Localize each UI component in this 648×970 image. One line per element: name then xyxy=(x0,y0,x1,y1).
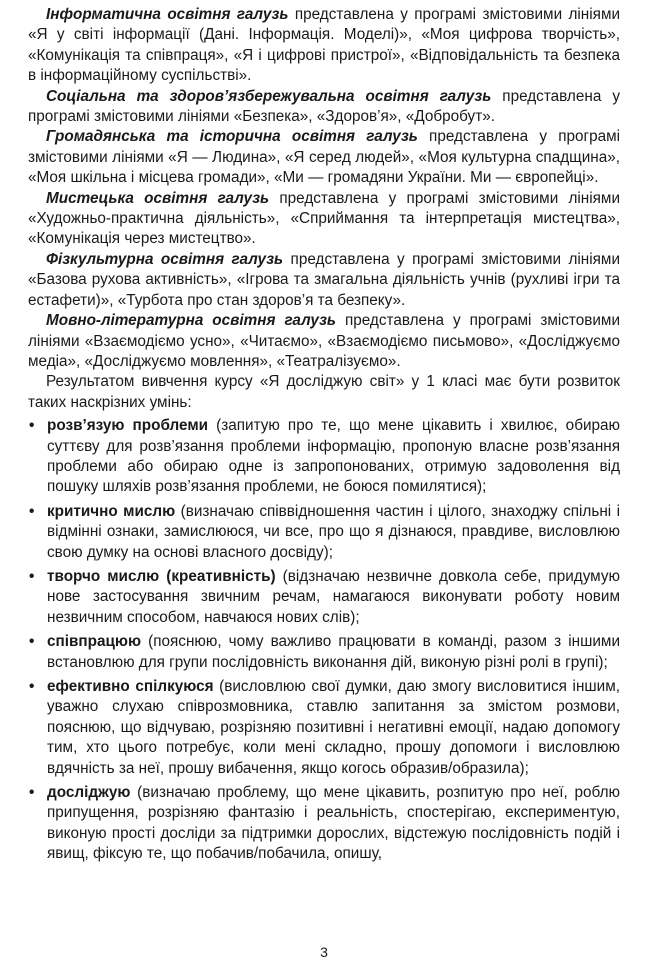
list-item xyxy=(28,502,620,563)
area-paragraph-arts xyxy=(28,189,620,250)
skill-text: (відзначаю незвичне довкола себе, придумую нове застосування звичним речам, намагаюся виконувати роботу новим незвичним способом, навчаюся нових слів); xyxy=(47,567,620,626)
bullet-icon: • xyxy=(29,678,35,695)
list-item xyxy=(28,783,620,865)
page-number: 3 xyxy=(320,944,328,960)
skill-text: (висловлюю свої думки, даю змогу висловитися іншим, уважно слухаю співрозмовника, ставлю запитання за змістом розмови, пояснюю, що відчуваю, розрізняю позитивні і негативні емоції, надаю допомогу тим, хто цього потребує, коли мені складно, прошу допомоги і висловлюю вдячність за неї, прошу вибачення, якщо когось образив/образила); xyxy=(47,678,620,777)
skill-term: розв’язую проблеми xyxy=(47,417,209,435)
skill-text: (запитую про те, що мене цікавить і хвилює, обираю суттєву для розв’язання проблеми інформацію, пропоную власне розв’язання проблеми або обираю одне із запропонованих, отримую задоволення від пошуку шляхів розв’язання проблеми, не боюся помилятися); xyxy=(47,417,620,496)
skill-text: (пояснюю, чому важливо працювати в команді, разом з іншими встановлюю для групи послідовність виконання дій, виконую різні ролі в групі); xyxy=(47,633,620,671)
bullet-icon: • xyxy=(29,633,35,651)
area-text: представлена у програмі змістовими лініями «Я у світі інформації (Дані. Інформація. Моделі)», «Моя цифрова творчість», «Комунікація та співпраця», «Я і цифрові пристрої», «Відповідальність та безпека в інформаційному суспільстві». xyxy=(28,6,621,85)
list-item xyxy=(28,677,620,779)
intro-paragraph: Результатом вивчення курсу «Я досліджую світ» у 1 класі має бути розвиток таких наскрізних умінь: xyxy=(28,373,620,411)
area-paragraph-physical-culture xyxy=(28,250,620,311)
list-item xyxy=(28,632,620,673)
area-name: Соціальна та здоров’язбережувальна освітня галузь xyxy=(46,87,492,105)
skill-term: співпрацюю xyxy=(47,633,142,651)
skill-term: ефективно спілкуюся xyxy=(47,678,214,695)
area-name: Мовно-літературна освітня галузь xyxy=(46,312,337,330)
area-text: представлена у програмі змістовими лініями «Художньо-практична діяльність», «Сприймання та інтерпретація мистецтва», «Комунікація через мистецтво». xyxy=(28,189,620,248)
skill-term: критично мислю xyxy=(47,502,176,520)
area-name: Фізкультурна освітня галузь xyxy=(46,250,284,268)
bullet-icon: • xyxy=(29,784,35,802)
area-paragraph-civic-history xyxy=(28,127,620,188)
area-name: Громадянська та історична освітня галузь xyxy=(46,128,418,146)
area-text: представлена у програмі змістовими лініями «Взаємодіємо усно», «Читаємо», «Взаємодіємо письмово», «Досліджуємо медіа», «Досліджуємо мовлення», «Театралізуємо». xyxy=(28,312,620,370)
area-paragraph-informatics xyxy=(28,5,620,87)
skills-list xyxy=(28,416,620,865)
skill-term: досліджую xyxy=(47,784,131,802)
area-name: Мистецька освітня галузь xyxy=(46,189,270,207)
skill-text: (визначаю проблему, що мене цікавить, розпитую про неї, роблю припущення, розрізняю фантазію і реальність, спостерігаю, експериментую, виконую прості досліди за підтримки дорослих, відстежую послідовність подій і явищ, фіксую те, що побачив/побачила, опишу, xyxy=(47,784,620,863)
area-paragraph-social-health xyxy=(28,87,620,128)
bullet-icon: • xyxy=(29,502,35,520)
area-text: представлена у програмі змістовими лініями «Я — Людина», «Я серед людей», «Моя культурна спадщина», «Моя шкільна і місцева громади», «Ми — громадяни України. Ми — європейці». xyxy=(28,128,620,187)
bullet-icon: • xyxy=(29,567,35,585)
area-text: представлена у програмі змістовими лініями «Базова рухова активність», «Ігрова та змагальна діяльність учнів (рухливі ігри та естафети)», «Турбота про стан здоров’я та безпеку». xyxy=(28,250,620,309)
area-text: представлена у програмі змістовими лініями «Безпека», «Здоров’я», «Добробут». xyxy=(28,87,620,126)
area-paragraph-language-literature xyxy=(28,311,620,372)
list-item xyxy=(28,416,620,498)
list-item xyxy=(28,567,620,628)
skill-term: творчо мислю (креативність) xyxy=(47,567,276,585)
area-name: Інформатична освітня галузь xyxy=(46,6,289,23)
bullet-icon: • xyxy=(29,417,35,435)
skill-text: (визначаю співвідношення частин і цілого, знаходжу спільні і відмінні ознаки, замислююся, чи все, про що я дізнаюся, правдиве, висловлюю свою думку на основі власного досвіду); xyxy=(47,502,620,561)
